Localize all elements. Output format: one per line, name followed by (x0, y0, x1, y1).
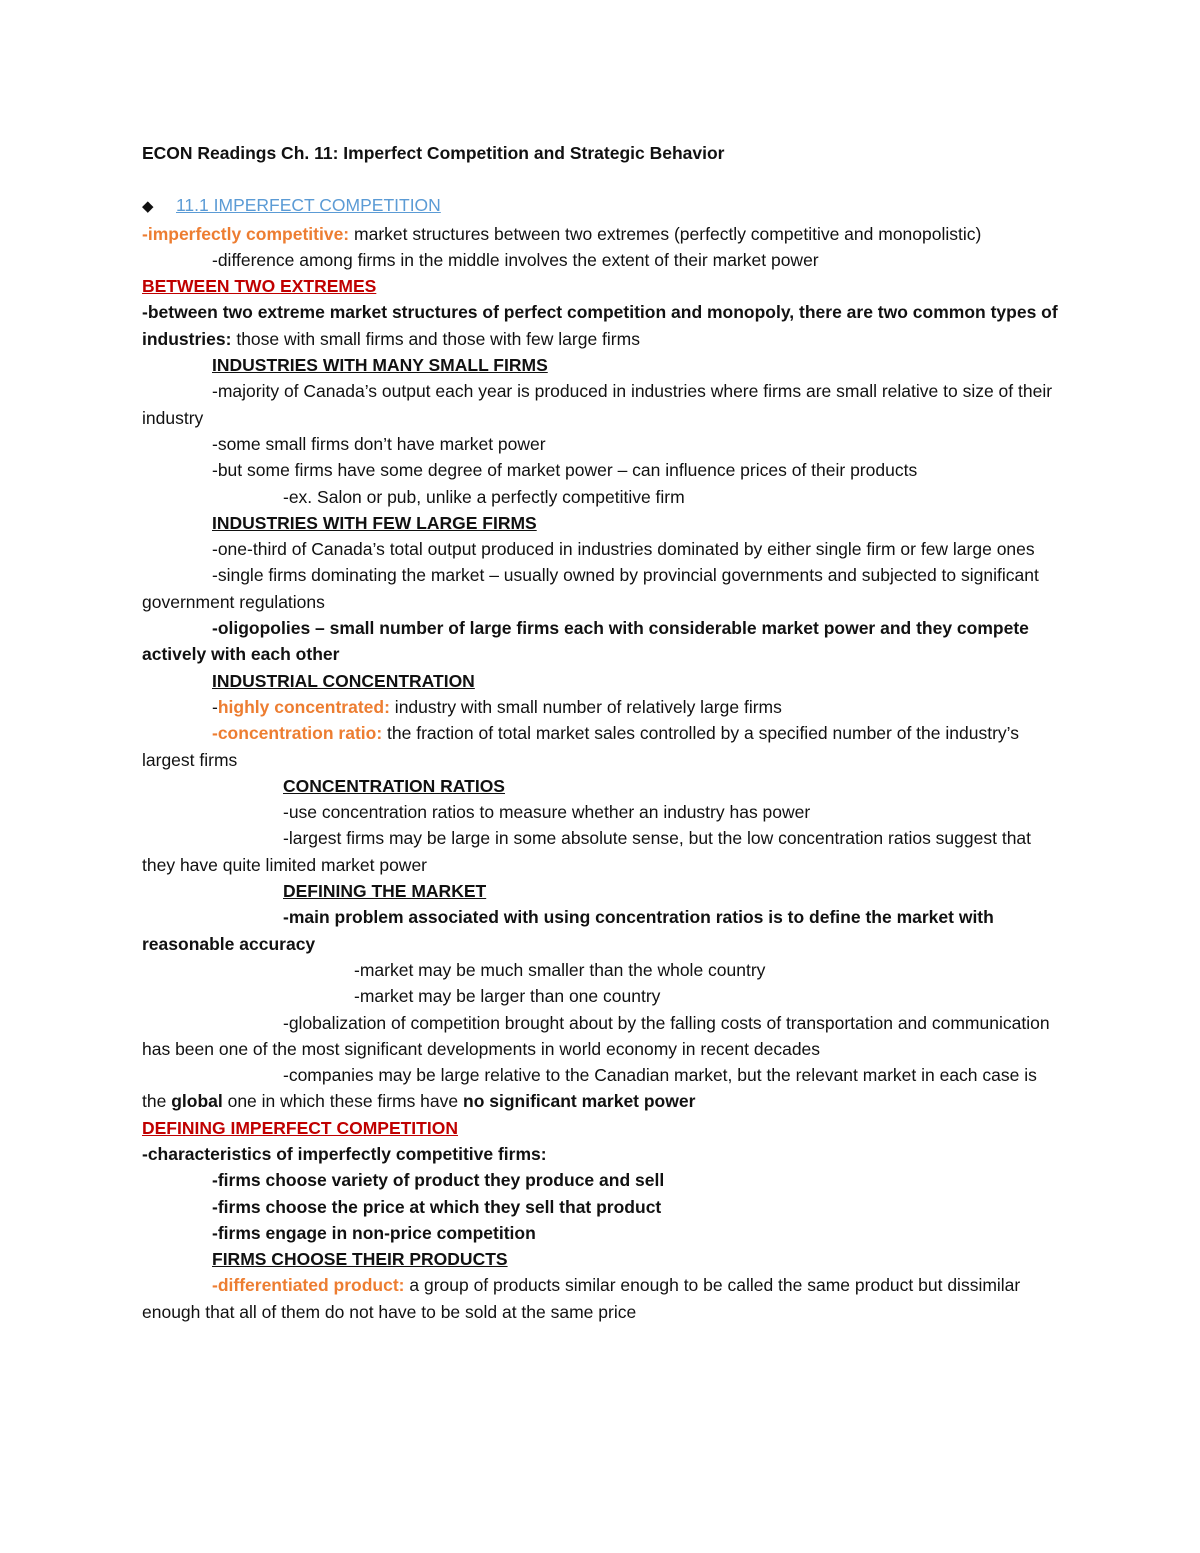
term-label: highly concentrated: (217, 696, 390, 717)
note-line: -single firms dominating the market – usually owned by provincial governments and subjected to significant government regulations (142, 565, 1039, 612)
bold-text: no significant market power (463, 1091, 696, 1112)
note-line: -firms choose the price at which they sell that product (212, 1196, 662, 1217)
subheading-few-large-firms: INDUSTRIES WITH FEW LARGE FIRMS (212, 512, 537, 533)
definition-differentiated-product (142, 1272, 1062, 1325)
bold-text: global (171, 1091, 223, 1112)
subheading-defining-the-market: DEFINING THE MARKET (283, 881, 487, 902)
term-label: -concentration ratio: (212, 723, 383, 744)
subheading-industrial-concentration: INDUSTRIAL CONCENTRATION (212, 670, 475, 691)
definition-text: the fraction of total market sales controlled by a specified number of the industry’s largest firms (142, 723, 1019, 770)
bold-text: -between two extreme market structures of perfect competition and monopoly, there are two common types of industries: (142, 302, 1058, 349)
note-line: -ex. Salon or pub, unlike a perfectly competitive firm (283, 486, 685, 507)
note-line: -firms engage in non-price competition (212, 1222, 536, 1243)
heading-between-two-extremes: BETWEEN TWO EXTREMES (142, 276, 377, 297)
note-line: -main problem associated with using concentration ratios is to define the market with reasonable accuracy (142, 907, 994, 954)
term-label: -imperfectly competitive: (142, 223, 350, 244)
definition-text: a group of products similar enough to be called the same product but dissimilar enough that all of them do not have to be sold at the same price (142, 1275, 1021, 1322)
note-line: -difference among firms in the middle involves the extent of their market power (212, 249, 819, 270)
note-line: -use concentration ratios to measure whether an industry has power (283, 802, 811, 823)
note-line: -firms choose variety of product they produce and sell (212, 1170, 665, 1191)
definition-imperfectly-competitive (142, 221, 1062, 247)
section-title: 11.1 IMPERFECT COMPETITION (176, 195, 441, 216)
subheading-many-small-firms: INDUSTRIES WITH MANY SMALL FIRMS (212, 355, 548, 376)
definition-text: industry with small number of relatively large firms (389, 696, 782, 717)
note-line: -but some firms have some degree of market power – can influence prices of their products (212, 460, 918, 481)
definition-concentration-ratio (142, 720, 1062, 773)
note-line: -largest firms may be large in some absolute sense, but the low concentration ratios suggest that they have quite limited market power (142, 828, 1032, 875)
document-title: ECON Readings Ch. 11: Imperfect Competition and Strategic Behavior (142, 143, 725, 163)
note-line (142, 299, 1062, 352)
note-line (142, 615, 1062, 668)
heading-defining-imperfect-competition: DEFINING IMPERFECT COMPETITION (142, 1117, 458, 1138)
note-line: -one-third of Canada’s total output produced in industries dominated by either single firm or few large ones (212, 539, 1035, 560)
note-line: -market may be much smaller than the whole country (354, 959, 766, 980)
definition-highly-concentrated (142, 694, 1062, 720)
bold-text: small number of large firms each with considerable market power and they compete actively with each other (142, 618, 1029, 665)
bold-text: -oligopolies – (212, 618, 330, 639)
note-line: -market may be larger than one country (354, 986, 661, 1007)
note-line: -globalization of competition brought about by the falling costs of transportation and communication has been one of the most significant developments in world economy in recent decades (142, 1012, 1050, 1059)
term-label: -differentiated product: (212, 1275, 405, 1296)
plain-text: those with small firms and those with few large firms (231, 328, 640, 349)
plain-text: -companies may be large relative to the Canadian market, but the relevant market in each case is the (142, 1065, 1037, 1112)
note-line: -majority of Canada’s output each year is produced in industries where firms are small relative to size of their industry (142, 381, 1053, 428)
definition-text: market structures between two extremes (perfectly competitive and monopolistic) (349, 223, 982, 244)
note-line: -some small firms don’t have market power (212, 433, 546, 454)
document-body (142, 140, 1062, 1325)
subheading-concentration-ratios: CONCENTRATION RATIOS (283, 775, 505, 796)
note-line (142, 1062, 1062, 1115)
dash: - (212, 696, 218, 717)
note-line: -characteristics of imperfectly competitive firms: (142, 1143, 547, 1164)
diamond-bullet-icon: ◆ (142, 198, 154, 216)
section-heading (142, 192, 1062, 220)
plain-text: one in which these firms have (222, 1091, 463, 1112)
subheading-firms-choose-products: FIRMS CHOOSE THEIR PRODUCTS (212, 1249, 508, 1270)
